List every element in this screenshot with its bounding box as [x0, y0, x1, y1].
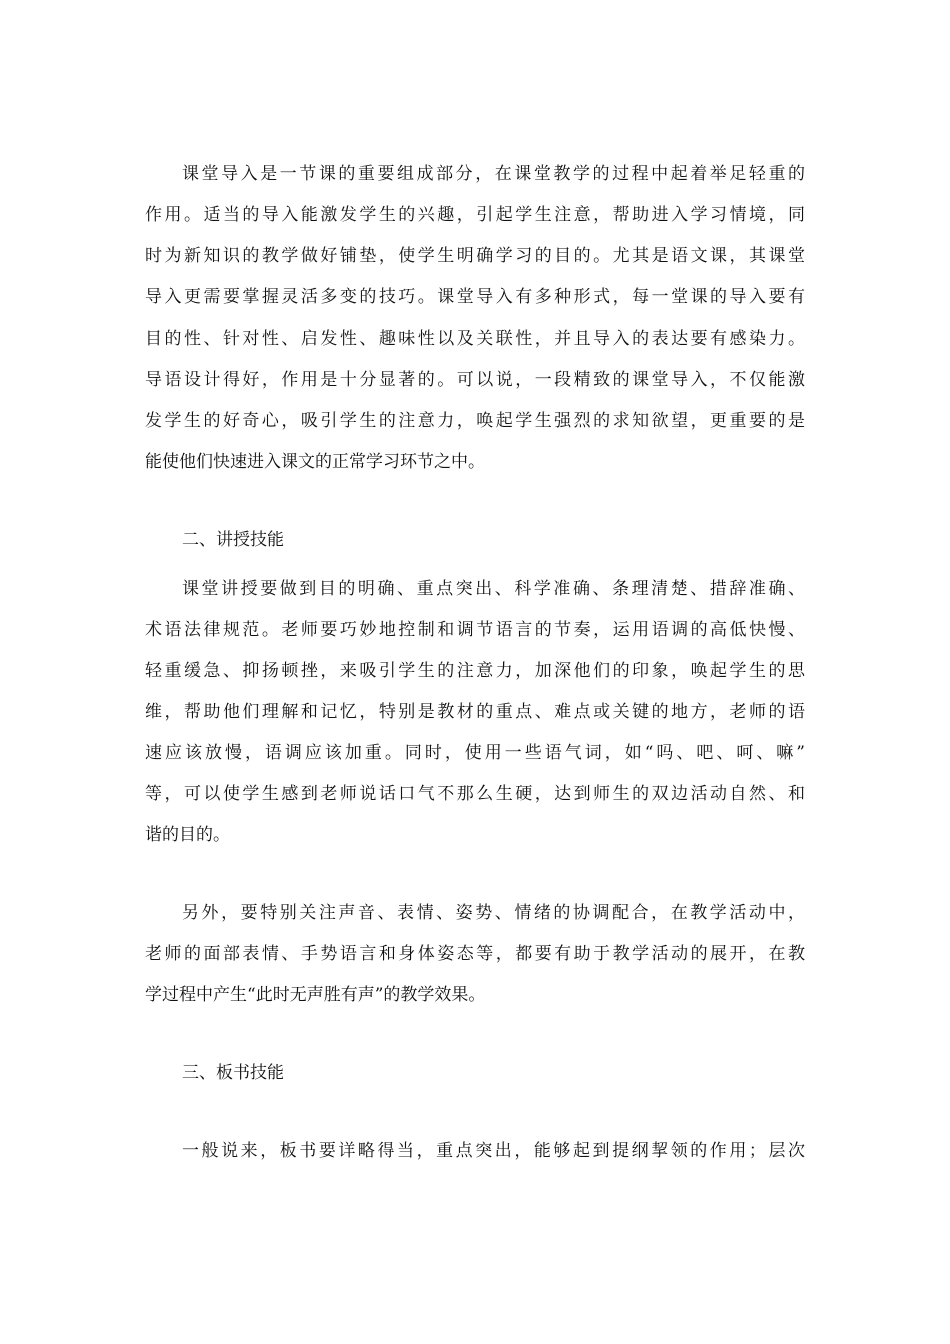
- paragraph-line: 导语设计得好，作用是十分显著的。可以说，一段精致的课堂导入，不仅能激: [145, 370, 805, 390]
- section-heading-lecture: 二、讲授技能: [182, 530, 284, 550]
- paragraph-line: 另外，要特别关注声音、表情、姿势、情绪的协调配合，在教学活动中，: [182, 903, 805, 923]
- section-heading-board: 三、板书技能: [182, 1063, 284, 1083]
- paragraph-line: 速应该放慢，语调应该加重。同时，使用一些语气词，如“吗、吧、呵、嘛”: [145, 743, 805, 763]
- paragraph-line: 老师的面部表情、手势语言和身体姿态等，都要有助于教学活动的展开，在教: [145, 944, 805, 964]
- paragraph-line: 导入更需要掌握灵活多变的技巧。课堂导入有多种形式，每一堂课的导入要有: [145, 287, 805, 307]
- paragraph-line: 维，帮助他们理解和记忆，特别是教材的重点、难点或关键的地方，老师的语: [145, 702, 805, 722]
- paragraph-line: 一般说来，板书要详略得当，重点突出，能够起到提纲挈领的作用；层次: [182, 1141, 805, 1161]
- paragraph-line: 发学生的好奇心，吸引学生的注意力，唤起学生强烈的求知欲望，更重要的是: [145, 411, 805, 431]
- paragraph-line: 目的性、针对性、启发性、趣味性以及关联性，并且导入的表达要有感染力。: [145, 329, 805, 349]
- paragraph-line: 作用。适当的导入能激发学生的兴趣，引起学生注意，帮助进入学习情境，同: [145, 205, 805, 225]
- paragraph-line: 时为新知识的教学做好铺垫，使学生明确学习的目的。尤其是语文课，其课堂: [145, 246, 805, 266]
- paragraph-line: 学过程中产生“此时无声胜有声”的教学效果。: [145, 985, 486, 1005]
- paragraph-line: 轻重缓急、抑扬顿挫，来吸引学生的注意力，加深他们的印象，唤起学生的思: [145, 661, 805, 681]
- paragraph-line: 等，可以使学生感到老师说话口气不那么生硬，达到师生的双边活动自然、和: [145, 784, 805, 804]
- paragraph-line: 术语法律规范。老师要巧妙地控制和调节语言的节奏，运用语调的高低快慢、: [145, 620, 805, 640]
- paragraph-line: 谐的目的。: [145, 825, 230, 845]
- paragraph-line: 课堂导入是一节课的重要组成部分，在课堂教学的过程中起着举足轻重的: [182, 164, 805, 184]
- paragraph-line: 课堂讲授要做到目的明确、重点突出、科学准确、条理清楚、措辞准确、: [182, 579, 805, 599]
- paragraph-line: 能使他们快速进入课文的正常学习环节之中。: [145, 452, 485, 472]
